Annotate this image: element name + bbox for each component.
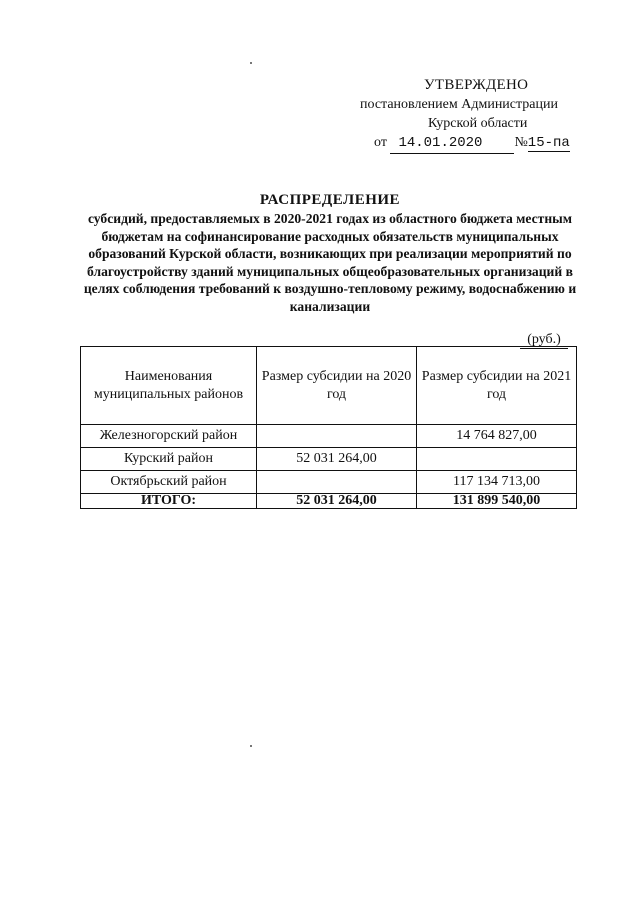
approval-date-line: [374, 133, 590, 154]
table-total-row: [81, 494, 577, 509]
table-row: [81, 425, 577, 448]
document-heading: [80, 190, 580, 316]
currency-unit: (руб.): [520, 332, 568, 349]
approval-number: 15-па: [527, 135, 570, 151]
column-header-2021: Размер субсидии на 2021 год: [417, 347, 577, 425]
amount-2020: 52 031 264,00: [257, 448, 417, 471]
amount-2021: 117 134 713,00: [417, 471, 577, 494]
scan-speck: [250, 62, 252, 64]
amount-2020: [257, 471, 417, 494]
amount-2021: 14 764 827,00: [417, 425, 577, 448]
district-name: Курский район: [81, 448, 257, 471]
subsidy-table: [80, 346, 577, 509]
total-2021: 131 899 540,00: [417, 494, 577, 509]
amount-2020: [257, 425, 417, 448]
approval-stamp: [360, 76, 590, 154]
number-prefix: №: [514, 135, 528, 150]
document-title: РАСПРЕДЕЛЕНИЕ: [259, 192, 401, 208]
table-row: [81, 448, 577, 471]
approval-title: УТВЕРЖДЕНО: [424, 77, 529, 93]
table-header-row: [81, 347, 577, 425]
approval-line1: постановлением Администрации: [360, 97, 558, 112]
approval-line2: Курской области: [428, 116, 528, 131]
district-name: Октябрьский район: [81, 471, 257, 494]
date-prefix: от: [374, 135, 387, 150]
total-2020: 52 031 264,00: [257, 494, 417, 509]
approval-date: 14.01.2020: [390, 134, 514, 154]
column-header-district: Наименования муниципальных районов: [81, 347, 257, 425]
district-name: Железногорский район: [81, 425, 257, 448]
total-label: ИТОГО:: [81, 494, 257, 509]
amount-2021: [417, 448, 577, 471]
column-header-2020: Размер субсидии на 2020 год: [257, 347, 417, 425]
table-row: [81, 471, 577, 494]
scan-speck: [250, 745, 252, 747]
document-subtitle: субсидий, предоставляемых в 2020-2021 годах из областного бюджета местным бюджетам на софинансирование расходных обязательств муниципальных образований Курской области, возникающих при реализации мероприятий по благоустройству зданий муниципальных общеобразовательных организаций в целях соблюдения требований к воздушно-тепловому режиму, водоснабжению и канализации: [83, 211, 577, 314]
